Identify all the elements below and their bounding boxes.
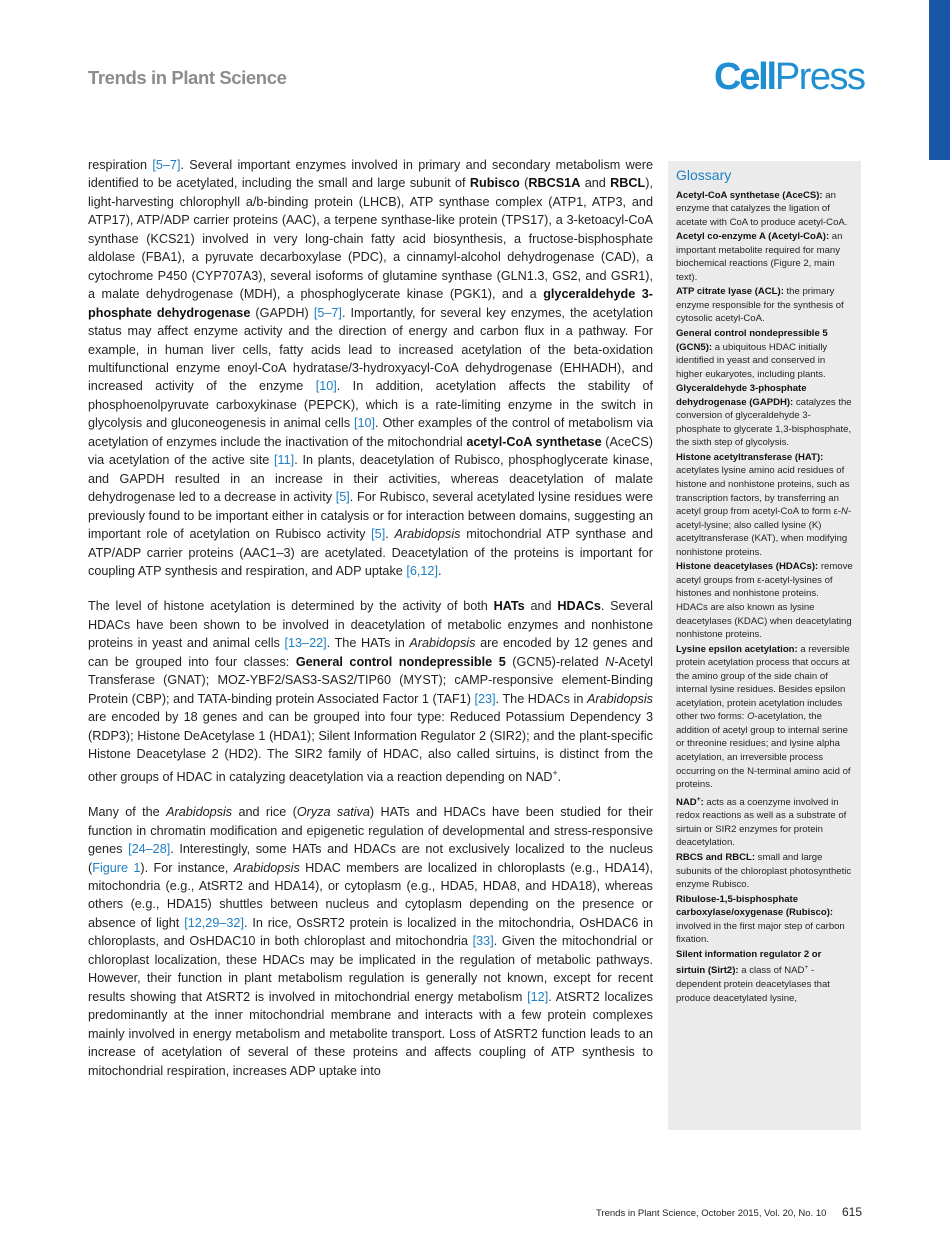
italic-term: Arabidopsis — [233, 860, 300, 875]
logo-press-text: Press — [774, 56, 865, 98]
paragraph-1: respiration [5–7]. Several important enzymes involved in primary and secondary metabolism were identified to be acetylated, including the small and large subunit of Rubisco (RBCS1A and RBCL), light-harvesting chlorophyll a/b-binding protein (LHCB), ATP synthase complex (ATP1, ATP3, and ATP17), ATP/ADP carrier proteins (AAC), a terpene synthase-like protein (TPS17), a 3-ketoacyl-CoA synthase (KCS21) involved in very long-chain fatty acid biosynthesis, a fructose-bisphosphate aldolase (FBA1), a pyruvate decarboxylase (PDC), a cinnamyl-alcohol dehydrogenase (CAD), a cytochrome P450 (CYP707A3), several isoforms of glutamine synthase (GLN1.3, GS2, and GSR1), a malate dehydrogenase (MDH), a phosphoglycerate kinase (PGK1), and a glyceraldehyde 3-phosphate dehydrogenase (GAPDH) [5–7]. Importantly, for several key enzymes, the acetylation status may affect enzyme activity and the direction of energy and carbon flux in a pathway. For example, in human liver cells, fatty acids lead to increased acetylation of the beta-oxidation multifunctional enzyme enoyl-CoA hydratase/3-hydroxyacyl-CoA dehydrogenase (EHHADH), and increased activity of the enzyme [10]. In addition, acetylation affects the stability of phosphoenolpyruvate carboxykinase (PEPCK), which is a rate-limiting enzyme in the switch in glycolysis and gluconeogenesis in animal cells [10]. Other examples of the control of metabolism via acetylation of enzymes include the inactivation of the mitochondrial acetyl-CoA synthetase (AceCS) via acetylation of the active site [11]. In plants, deacetylation of Rubisco, phosphoglycerate kinase, and GAPDH resulted in an increase in their activities, whereas deacetylation of malate dehydrogenase led to a decrease in activity [5]. For Rubisco, several acetylated lysine residues were previously found to be important either in catalysis or for interaction between domains, suggesting an important role of acetylation on Rubisco activity [5]. Arabidopsis mitochondrial ATP synthase and ATP/ADP carrier proteins (AAC1–3) are acetylated. Deacetylation of the proteins is important for coupling ATP synthesis and respiration, and ADP uptake [6,12]. — [88, 158, 654, 578]
bold-term: General control nondepressible 5 — [295, 654, 506, 669]
glossary-term: RBCS and RBCL: — [676, 851, 756, 863]
glossary-title: Glossary — [676, 167, 732, 183]
glossary-entry: RBCS and RBCL: small and large subunits of the chloroplast photosynthetic enzyme Rubisco. — [676, 851, 852, 891]
reference-link[interactable]: [24–28] — [128, 842, 171, 857]
journal-title: Trends in Plant Science — [88, 67, 287, 88]
glossary-entry: Histone acetyltransferase (HAT): acetylates lysine amino acid residues of histone and nonhistone proteins, such as transcription factors, by transferring an acetyl group from acetyl-CoA to form ε-N-acetyl-lysine; also called lysine (K) acetyltransferase (KAT), when modifying nonhistone proteins. — [676, 451, 852, 558]
glossary-term: Histone acetyltransferase (HAT): — [676, 451, 824, 463]
glossary-entry: ATP citrate lyase (ACL): the primary enzyme responsible for the synthesis of cytosolic acetyl-CoA. — [676, 286, 844, 325]
glossary-entry: Ribulose-1,5-bisphosphate carboxylase/oxygenase (Rubisco): involved in the first major step of carbon fixation. — [676, 893, 845, 946]
reference-link[interactable]: [10] — [353, 416, 376, 431]
glossary-term: Ribulose-1,5-bisphosphate carboxylase/oxygenase (Rubisco): — [676, 893, 834, 919]
paragraph-3: Many of the Arabidopsis and rice (Oryza sativa) HATs and HDACs have been studied for their function in chromatin modification and epigenetic regulation of developmental and stress-responsive genes [24–28]. Interestingly, some HATs and HDACs are not exclusively localized to the nucleus (Figure 1). For instance, Arabidopsis HDAC members are localized in chloroplasts (e.g., HDA14), mitochondria (e.g., AtSRT2 and HDA14), or cytoplasm (e.g., HDA5, HDA8, and HDA18), whereas others (e.g., HDA15) shuttles between nucleus and cytoplasm depending on the presence or absence of light [12,29–32]. In rice, OsSRT2 protein is localized in the mitochondria, OsHDAC6 in chloroplasts, and OsHDAC10 in both chloroplast and mitochondria [33]. Given the mitochondrial or chloroplast localization, these HDACs may be implicated in the regulation of metabolic pathways. However, their function in plant metabolism regulation is generally not known, except for recent results showing that AtSRT2 is involved in mitochondrial energy metabolism [12]. AtSRT2 localizes predominantly at the inner mitochondrial membrane and interacts with a few protein complexes mainly involved in energy metabolism and metabolite transport. Loss of AtSRT2 function leads to an increase of acetylation of several of these proteins and affects coupling of ATP synthesis to mitochondrial respiration, increases ADP uptake into — [88, 805, 653, 1078]
glossary-entry: General control nondepressible 5 (GCN5): a ubiquitous HDAC initially identified in yeast and conserved in higher eukaryotes, including plants. — [676, 328, 828, 380]
section-tab-marker — [929, 0, 950, 160]
bold-term: glyceraldehyde 3-phosphate dehydrogenase — [88, 287, 653, 320]
bold-term: acetyl-CoA synthetase — [466, 434, 602, 449]
superscript: + — [804, 964, 809, 972]
glossary-list — [676, 189, 853, 1006]
bold-term: RBCS1A — [528, 176, 581, 191]
italic-term: Oryza sativa — [296, 805, 370, 820]
italic-term: N — [841, 506, 848, 518]
glossary-entry: Acetyl co-enzyme A (Acetyl-CoA): an important metabolite required for many biochemical reactions (Figure 2, main text). — [676, 231, 843, 283]
italic-term: N — [605, 654, 615, 669]
glossary-term: Histone deacetylases (HDACs): — [676, 561, 819, 573]
glossary-entry: Glyceraldehyde 3-phosphate dehydrogenase (GAPDH): catalyzes the conversion of glyceraldehyde 3-phosphate to glycerate 1,3-bisphosphate, the sixth step of glycolysis. — [676, 383, 852, 449]
reference-link[interactable]: [11] — [274, 453, 295, 468]
paragraph-2: The level of histone acetylation is determined by the activity of both HATs and HDACs. Several HDACs have been shown to be involved in deacetylation of metabolic enzymes and nonhistone proteins in yeast and animal cells [13–22]. The HATs in Arabidopsis are encoded by 12 genes and can be grouped into four classes: General control nondepressible 5 (GCN5)-related N-Acetyl Transferase (GNAT); MOZ-YBF2/SAS3-SAS2/TIP60 (MYST); cAMP-responsive element-Binding Protein (CBP); and TATA-binding protein Associated Factor 1 (TAF1) [23]. The HDACs in Arabidopsis are encoded by 18 genes and can be grouped into four type: Reduced Potassium Dependency 3 (RDP3); Histone DeAcetylase 1 (HDA1); Silent Information Regulator 2 (SIR2); and the plant-specific Histone Deacetylase 2 (HD2). The SIR2 family of HDAC, also called sirtuins, is distinct from the other groups of HDAC in catalyzing deacetylation via a reaction depending on NAD+. — [88, 599, 653, 784]
footer-citation: Trends in Plant Science, October 2015, Vol. 20, No. 10 — [596, 1208, 827, 1219]
glossary-term: Silent information regulator 2 or sirtuin (Sirt2): — [676, 948, 822, 977]
reference-link[interactable]: [10] — [315, 379, 337, 394]
reference-link[interactable]: [13–22] — [284, 636, 327, 651]
reference-link[interactable]: [5] — [371, 527, 386, 542]
cellpress-logo — [714, 58, 865, 96]
glossary-term: Acetyl co-enzyme A (Acetyl-CoA): — [676, 231, 830, 243]
reference-link[interactable]: [5–7] — [152, 158, 181, 172]
italic-term: Arabidopsis — [586, 691, 653, 706]
reference-link[interactable]: [6,12] — [406, 563, 438, 578]
reference-link[interactable]: [12,29–32] — [184, 915, 244, 930]
glossary-term: Acetyl-CoA synthetase (AceCS): — [676, 189, 823, 201]
bold-term: Rubisco — [469, 176, 520, 191]
page-number: 615 — [842, 1205, 863, 1219]
logo-cell-text: Cell — [714, 56, 775, 98]
glossary-term: Lysine epsilon acetylation: — [676, 643, 798, 655]
glossary-term: Glyceraldehyde 3-phosphate dehydrogenase (GAPDH): — [676, 383, 807, 408]
italic-term: Arabidopsis — [394, 527, 461, 542]
glossary-entry: Histone deacetylases (HDACs): remove acetyl groups from ε-acetyl-lysines of histones and nonhistone proteins. HDACs are also known as lysine deacetylases (KDAC) when deacetylating nonhistone proteins. — [676, 561, 853, 641]
glossary-entry: Acetyl-CoA synthetase (AceCS): an enzyme that catalyzes the ligation of acetate with CoA to produce acetyl-CoA. — [676, 189, 848, 228]
italic-term: Arabidopsis — [409, 636, 476, 651]
reference-link[interactable]: Figure 1 — [92, 860, 141, 875]
italic-term: Arabidopsis — [166, 805, 233, 820]
glossary-term: ATP citrate lyase (ACL): — [676, 286, 784, 298]
superscript: + — [552, 767, 558, 778]
reference-link[interactable]: [33] — [472, 934, 494, 949]
bold-term: HDACs — [557, 599, 601, 614]
glossary-term: General control nondepressible 5 (GCN5): — [676, 328, 828, 353]
reference-link[interactable]: [23] — [474, 691, 496, 706]
reference-link[interactable]: [5] — [335, 490, 350, 505]
reference-link[interactable]: [12] — [527, 989, 549, 1004]
reference-link[interactable]: [5–7] — [313, 305, 342, 320]
bold-term: RBCL — [610, 176, 646, 191]
italic-term: O — [747, 711, 755, 723]
glossary-term: NAD+: — [676, 795, 704, 808]
main-text-column — [88, 156, 653, 1097]
glossary-entry: Lysine epsilon acetylation: a reversible protein acetylation process that occurs at the amino group of the side chain of internal lysine residues. Besides epsilon acetylation, protein acetylation includes other two forms: O-acetylation, the addition of acetyl group to internal serine or threonine residues; and lysine alpha acetylation, an irreversible process occurring on the N-terminal amino acid of proteins. — [676, 643, 851, 791]
bold-term: HATs — [493, 599, 525, 614]
glossary-box — [668, 161, 861, 1130]
glossary-entry: Silent information regulator 2 or sirtuin (Sirt2): a class of NAD+ -dependent protein deacetylases that produce deacetylated lysine, — [676, 948, 830, 1004]
glossary-entry: NAD+: acts as a coenzyme involved in redox reactions as well as a substrate of sirtuin or SIR2 enzymes for protein deacetylation. — [676, 795, 847, 849]
